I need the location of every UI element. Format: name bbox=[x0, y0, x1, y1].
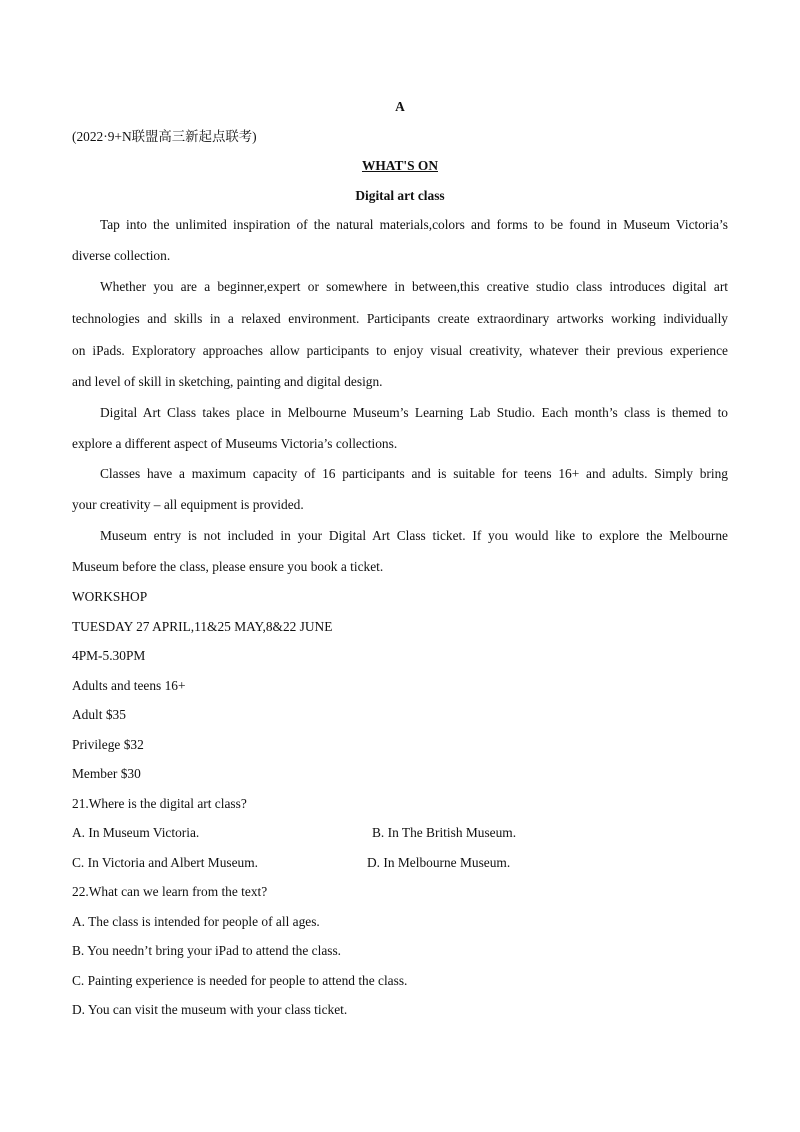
paragraph-1-line-1: Tap into the unlimited inspiration of the natural materials,colors and forms to be found in Museum Victoria’s bbox=[100, 217, 728, 232]
question-22-option-b: B. You needn’t bring your iPad to attend the class. bbox=[72, 943, 342, 958]
paragraph-2-line-4: and level of skill in sketching, painting and digital design. bbox=[72, 374, 383, 389]
question-21-option-b: B. In The British Museum. bbox=[372, 825, 517, 840]
article-subtitle: Digital art class bbox=[355, 188, 445, 203]
event-audience: Adults and teens 16+ bbox=[72, 678, 186, 693]
paragraph-5-line-1: Museum entry is not included in your Digital Art Class ticket. If you would like to explore the Melbourne bbox=[100, 528, 728, 543]
question-21-options-row-1 bbox=[72, 825, 728, 841]
question-21-stem: 21.Where is the digital art class? bbox=[72, 796, 247, 811]
price-adult: Adult $35 bbox=[72, 707, 126, 722]
article-title: WHAT'S ON bbox=[361, 158, 438, 173]
section-letter: A bbox=[395, 99, 405, 114]
question-22-option-d: D. You can visit the museum with your class ticket. bbox=[72, 1002, 348, 1017]
paragraph-5-line-2: Museum before the class, please ensure you book a ticket. bbox=[72, 559, 384, 574]
paragraph-1-line-2: diverse collection. bbox=[72, 248, 171, 263]
paragraph-3-line-2: explore a different aspect of Museums Victoria’s collections. bbox=[72, 436, 398, 451]
paragraph-2-line-3: on iPads. Exploratory approaches allow participants to enjoy visual creativity, whatever their previous experience bbox=[72, 343, 728, 358]
question-21-option-c: C. In Victoria and Albert Museum. bbox=[72, 855, 259, 870]
paragraph-2-line-2: technologies and skills in a relaxed environment. Participants create extraordinary artworks working individually bbox=[72, 311, 728, 326]
question-21-options-row-2 bbox=[72, 855, 728, 871]
paragraph-2-line-1: Whether you are a beginner,expert or somewhere in between,this creative studio class introduces digital art bbox=[100, 279, 728, 294]
question-22-stem: 22.What can we learn from the text? bbox=[72, 884, 268, 899]
question-22-option-c: C. Painting experience is needed for people to attend the class. bbox=[72, 973, 408, 988]
event-dates: TUESDAY 27 APRIL,11&25 MAY,8&22 JUNE bbox=[72, 619, 333, 634]
price-privilege: Privilege $32 bbox=[72, 737, 144, 752]
paragraph-4-line-2: your creativity – all equipment is provided. bbox=[72, 497, 304, 512]
source-note: (2022·9+N联盟高三新起点联考) bbox=[72, 129, 257, 144]
event-time: 4PM-5.30PM bbox=[72, 648, 146, 663]
question-21-option-a: A. In Museum Victoria. bbox=[72, 825, 200, 840]
price-member: Member $30 bbox=[72, 766, 141, 781]
paragraph-3-line-1: Digital Art Class takes place in Melbourne Museum’s Learning Lab Studio. Each month’s class is themed to bbox=[100, 405, 728, 420]
paragraph-4-line-1: Classes have a maximum capacity of 16 participants and is suitable for teens 16+ and adults. Simply bring bbox=[100, 466, 728, 481]
event-type: WORKSHOP bbox=[72, 589, 148, 604]
question-21-option-d: D. In Melbourne Museum. bbox=[367, 855, 511, 870]
question-22-option-a: A. The class is intended for people of all ages. bbox=[72, 914, 320, 929]
